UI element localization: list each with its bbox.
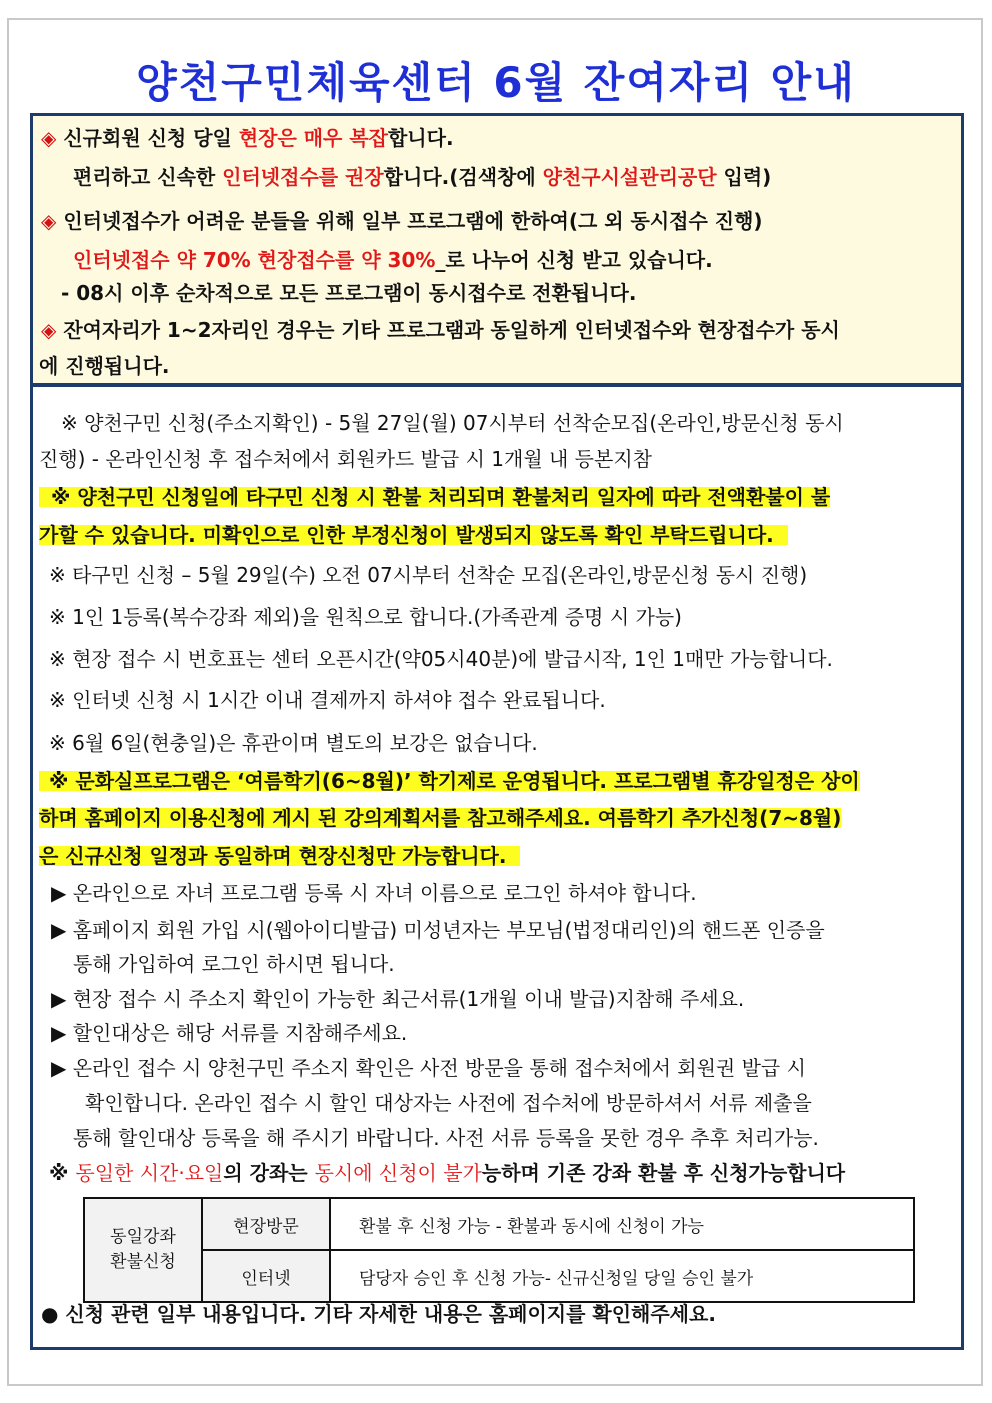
notice-line-4: 인터넷접수 약 70% 현장접수를 약 30%_로 나누어 신청 받고 있습니다. xyxy=(73,248,713,272)
bullet-line: 확인합니다. 온라인 접수 시 할인 대상자는 사전에 접수처에 방문하셔서 서류 제출을 xyxy=(85,1091,812,1115)
rule-line: ※ 동일한 시간·요일의 강좌는 동시에 신청이 불가능하며 기존 강좌 환불 후 신청가능합니다 xyxy=(49,1161,846,1185)
bullet-line: 통해 할인대상 등록을 해 주시기 바랍니다. 사전 서류 등록을 못한 경우 추후 처리가능. xyxy=(73,1126,819,1150)
notice-line-5: - 08시 이후 순차적으로 모든 프로그램이 동시접수로 전환됩니다. xyxy=(61,281,637,305)
highlight-line: 하며 홈페이지 이용신청에 게시 된 강의계획서를 참고해주세요. 여름학기 추가신청(7~8월) xyxy=(39,806,842,830)
table-desc-cell: 담당자 승인 후 신청 가능- 신규신청일 당일 승인 불가 xyxy=(330,1250,914,1302)
diamond-icon: ◈ xyxy=(41,318,57,342)
notice-box xyxy=(30,113,964,386)
notice-line-3: ◈ 인터넷접수가 어려운 분들을 위해 일부 프로그램에 한하여(그 외 동시접수 진행) xyxy=(41,209,763,233)
content-line: ※ 인터넷 신청 시 1시간 이내 결제까지 하셔야 접수 완료됩니다. xyxy=(49,688,606,712)
bullet-line: ▶ 홈페이지 회원 가입 시(웹아이디발급) 미성년자는 부모님(법정대리인)의 핸드폰 인증을 xyxy=(51,918,825,942)
table-type-cell: 현장방문 xyxy=(202,1198,330,1250)
table-header-cell: 동일강좌 환불신청 xyxy=(84,1198,202,1302)
content-line: ※ 양천구민 신청(주소지확인) - 5월 27일(월) 07시부터 선착순모집(온라인,방문신청 동시 xyxy=(61,411,844,435)
notice-line-6: ◈ 잔여자리가 1~2자리인 경우는 기타 프로그램과 동일하게 인터넷접수와 현장접수가 동시 xyxy=(41,318,840,342)
highlight-line: ※ 문화실프로그램은 ‘여름학기(6~8월)’ 학기제로 운영됩니다. 프로그램별 휴강일정은 상이 xyxy=(39,771,860,791)
content-line: ※ 현장 접수 시 번호표는 센터 오픈시간(약05시40분)에 발급시작, 1인 1매만 가능합니다. xyxy=(49,647,833,671)
content-line: ※ 1인 1등록(복수강좌 제외)을 원칙으로 합니다.(가족관계 증명 시 가능) xyxy=(49,605,682,629)
notice-line-2: 편리하고 신속한 인터넷접수를 권장합니다.(검색창에 양천구시설관리공단 입력) xyxy=(73,165,772,189)
highlight-line: 가할 수 있습니다. 미확인으로 인한 부정신청이 발생되지 않도록 확인 부탁드립니다. xyxy=(39,525,788,545)
content-line: 진행) - 온라인신청 후 접수처에서 회원카드 발급 시 1개월 내 등본지참 xyxy=(39,447,652,471)
bullet-line: ▶ 온라인 접수 시 양천구민 주소지 확인은 사전 방문을 통해 접수처에서 회원권 발급 시 xyxy=(51,1056,806,1080)
notice-line-1: ◈ 신규회원 신청 당일 현장은 매우 복잡합니다. xyxy=(41,126,454,150)
page-title: 양천구민체육센터 6월 잔여자리 안내 xyxy=(136,58,856,107)
footer-note: ● 신청 관련 일부 내용입니다. 기타 자세한 내용은 홈페이지를 확인해주세요. xyxy=(41,1302,716,1326)
bullet-line: ▶ 온라인으로 자녀 프로그램 등록 시 자녀 이름으로 로그인 하셔야 합니다. xyxy=(51,881,697,905)
bullet-line: ▶ 할인대상은 해당 서류를 지참해주세요. xyxy=(51,1021,408,1045)
table-desc-cell: 환불 후 신청 가능 - 환불과 동시에 신청이 가능 xyxy=(330,1198,914,1250)
content-box xyxy=(30,384,964,1350)
bullet-line: 통해 가입하여 로그인 하시면 됩니다. xyxy=(73,952,395,976)
diamond-icon: ◈ xyxy=(41,126,57,150)
notice-line-7: 에 진행됩니다. xyxy=(39,354,170,378)
bullet-line: ▶ 현장 접수 시 주소지 확인이 가능한 최근서류(1개월 이내 발급)지참해 주세요. xyxy=(51,987,745,1011)
highlight-line: 은 신규신청 일정과 동일하며 현장신청만 가능합니다. xyxy=(39,846,520,866)
table-type-cell: 인터넷 xyxy=(202,1250,330,1302)
highlight-line: ※ 양천구민 신청일에 타구민 신청 시 환불 처리되며 환불처리 일자에 따라 전액환불이 불 xyxy=(39,487,830,507)
content-line: ※ 타구민 신청 – 5월 29일(수) 오전 07시부터 선착순 모집(온라인,방문신청 동시 진행) xyxy=(49,563,808,587)
content-line: ※ 6월 6일(현충일)은 휴관이며 별도의 보강은 없습니다. xyxy=(49,731,538,755)
diamond-icon: ◈ xyxy=(41,209,57,233)
refund-table xyxy=(83,1197,915,1303)
